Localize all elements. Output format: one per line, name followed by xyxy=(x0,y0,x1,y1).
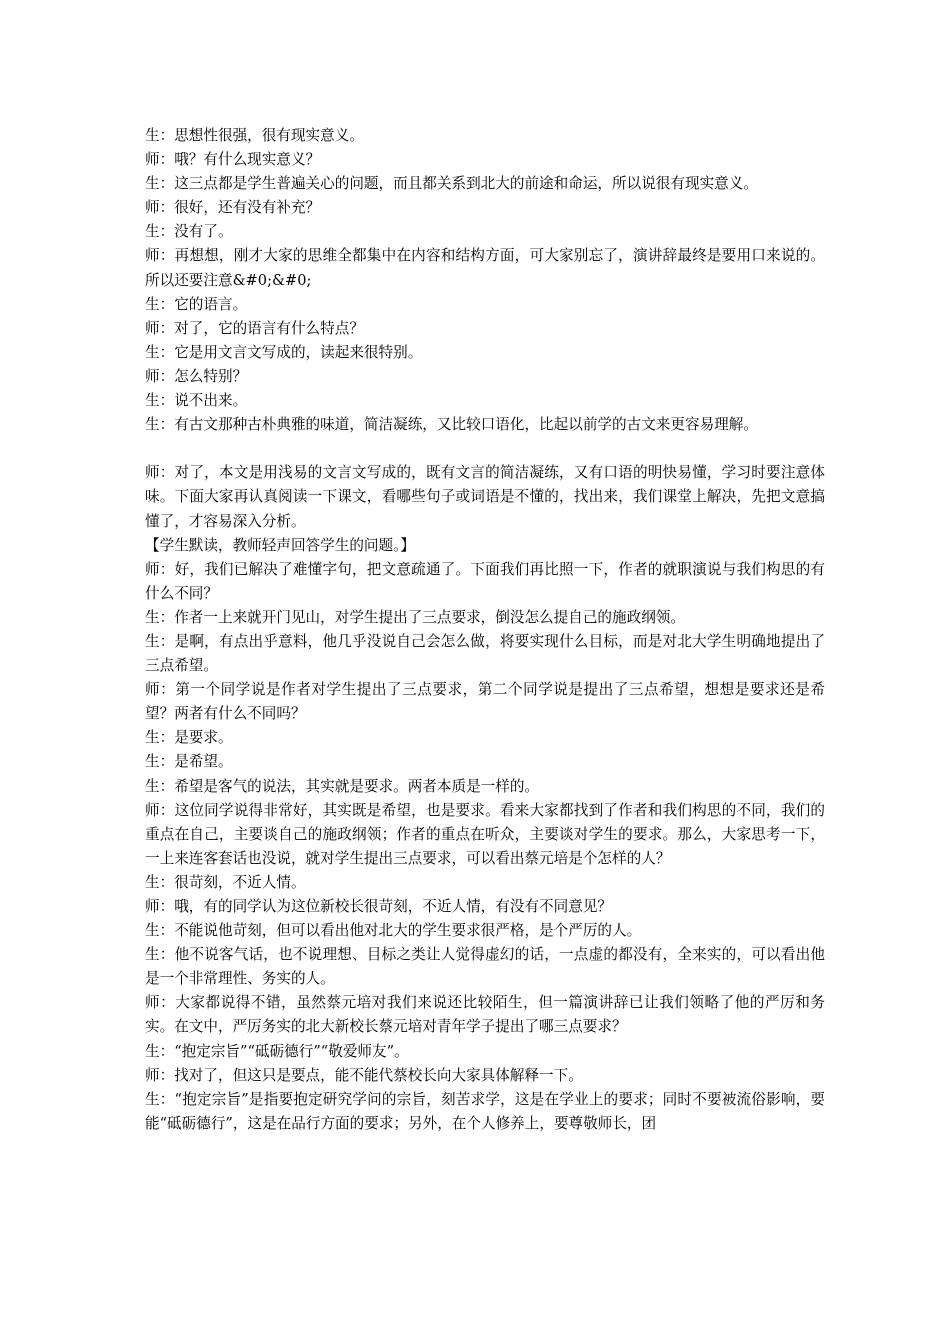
dialogue-paragraph: 生：思想性很强，很有现实意义。 xyxy=(145,127,364,144)
dialogue-paragraph: 师：很好，还有没有补充？ xyxy=(145,199,321,217)
dialogue-paragraph: 生：没有了。 xyxy=(145,223,233,241)
dialogue-paragraph: 生：这三点都是学生普遍关心的问题，而且都关系到北大的前途和命运，所以说很有现实意义。 xyxy=(145,175,758,193)
dialogue-paragraph: 生：有古文那种古朴典雅的味道，简洁凝练，又比较口语化，比起以前学的古文来更容易理解。 xyxy=(145,416,758,434)
dialogue-paragraph: 生：不能说他苛刻，但可以看出他对北大的学生要求很严格，是个严厉的人。 xyxy=(145,922,642,940)
dialogue-paragraph: 师：对了，它的语言有什么特点？ xyxy=(145,319,364,337)
dialogue-paragraph: 生：是啊，有点出乎意料，他几乎没说自己会怎么做，将要实现什么目标，而是对北大学生明确地提出了三点希望。 xyxy=(145,632,825,675)
dialogue-paragraph: 生：作者一上来就开门见山，对学生提出了三点要求，倒没怎么提自己的施政纲领。 xyxy=(145,608,685,626)
blank-line xyxy=(145,437,825,461)
dialogue-paragraph: 生：“抱定宗旨”“砥砺德行”“敬爱师友”。 xyxy=(145,1042,409,1060)
dialogue-paragraph: 生：希望是客气的说法，其实就是要求。两者本质是一样的。 xyxy=(145,777,540,795)
dialogue-paragraph: 生：“抱定宗旨”是指要抱定研究学问的宗旨，刻苦求学，这是在学业上的要求；同时不要被流俗影响，要能“砥砺德行”，这是在品行方面的要求；另外，在个人修养上，要尊敬师长，团 xyxy=(145,1090,825,1132)
dialogue-paragraph: 师：哦？有什么现实意义？ xyxy=(145,151,321,169)
dialogue-paragraph: 【学生默读，教师轻声回答学生的问题。】 xyxy=(145,536,415,554)
dialogue-paragraph: 师：找对了，但这只是要点，能不能代蔡校长向大家具体解释一下。 xyxy=(145,1066,583,1084)
dialogue-paragraph: 师：第一个同学说是作者对学生提出了三点要求，第二个同学说是提出了三点希望，想想是要求还是希望？两者有什么不同吗？ xyxy=(145,681,825,723)
dialogue-paragraph: 师：这位同学说得非常好，其实既是希望，也是要求。看来大家都找到了作者和我们构思的不同，我们的重点在自己，主要谈自己的施政纲领；作者的重点在听众，主要谈对学生的要求。那么，大家思考一下，一上来连客套话也没说，就对学生提出三点要求，可以看出蔡元培是个怎样的人？ xyxy=(145,801,825,867)
dialogue-paragraph: 师：大家都说得不错，虽然蔡元培对我们来说还比较陌生，但一篇演讲辞已让我们领略了他的严厉和务实。在文中，严厉务实的北大新校长蔡元培对青年学子提出了哪三点要求？ xyxy=(145,994,825,1036)
dialogue-paragraph: 生：它的语言。 xyxy=(145,295,248,313)
dialogue-paragraph: 师：对了，本文是用浅易的文言文写成的，既有文言的简洁凝练，又有口语的明快易懂，学习时要注意体味。下面大家再认真阅读一下课文，看哪些句子或词语是不懂的，找出来，我们课堂上解决，先把文意搞懂了，才容易深入分析。 xyxy=(145,464,825,530)
dialogue-paragraph: 生：他不说客气话，也不说理想、目标之类让人觉得虚幻的话，一点虚的都没有，全来实的，可以看出他是一个非常理性、务实的人。 xyxy=(145,946,825,988)
dialogue-paragraph: 师：好，我们已解决了难懂字句，把文意疏通了。下面我们再比照一下，作者的就职演说与我们构思的有什么不同？ xyxy=(145,560,825,602)
document-body xyxy=(145,124,825,1136)
dialogue-paragraph: 生：很苛刻，不近人情。 xyxy=(145,873,306,891)
dialogue-paragraph: 生：是要求。 xyxy=(145,729,233,747)
dialogue-paragraph: 生：它是用文言文写成的，读起来很特别。 xyxy=(145,343,423,361)
dialogue-paragraph: 师：哦，有的同学认为这位新校长很苛刻，不近人情，有没有不同意见？ xyxy=(145,898,613,915)
dialogue-paragraph: 生：说不出来。 xyxy=(145,392,248,410)
dialogue-paragraph: 师：怎么特别？ xyxy=(145,367,248,385)
dialogue-paragraph: 师：再想想，刚才大家的思维全都集中在内容和结构方面，可大家别忘了，演讲辞最终是要用口来说的。所以还要注意&#0;&#0; xyxy=(145,247,825,289)
dialogue-paragraph: 生：是希望。 xyxy=(145,753,233,771)
